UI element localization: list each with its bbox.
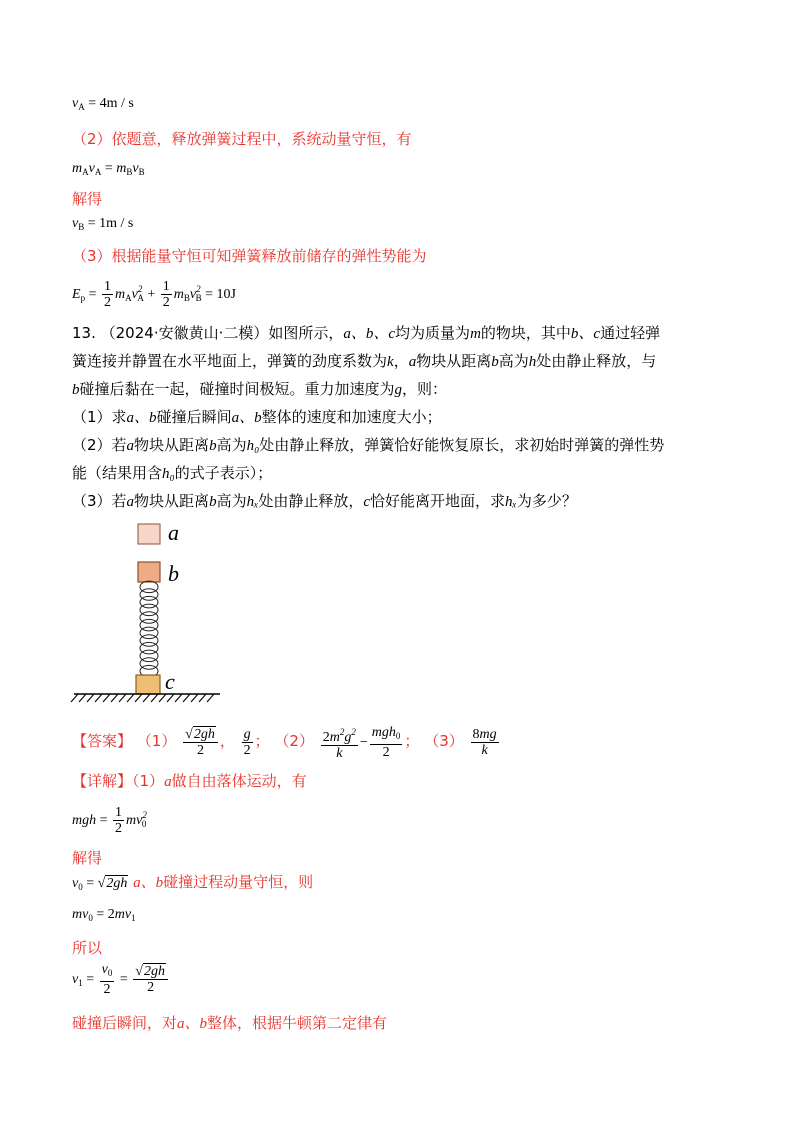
solve-label: 解得	[72, 190, 103, 208]
ground-hatch	[71, 694, 214, 702]
ground-hatch-line	[175, 694, 182, 702]
ground-hatch-line	[79, 694, 86, 702]
question-part-2-line-2: 能（结果用含h₀的式子表示）；	[72, 464, 273, 482]
question-number: 13.	[72, 324, 96, 342]
ground-hatch-line	[191, 694, 198, 702]
step-2-text: （2）依题意，释放弹簧过程中，系统动量守恒，有	[72, 130, 412, 148]
question-part-2-line-1: （2）若a物块从距离b高为h₀处由静止释放，弹簧恰好能恢复原长，求初始时弹簧的弹性势	[72, 436, 665, 454]
eq-collision: $mv_0 = 2mv_1$	[72, 907, 136, 923]
ground-hatch-line	[111, 694, 118, 702]
block-b	[138, 562, 160, 582]
answer-part-2-label: （2）	[274, 732, 314, 750]
detail-tag: 【详解】	[72, 772, 133, 790]
question-part-1: （1）求a、b碰撞后瞬间a、b整体的速度和加速度大小；	[72, 408, 442, 426]
answer-part-3-label: （3）	[424, 732, 464, 750]
ground-hatch-line	[159, 694, 166, 702]
block-c	[136, 675, 160, 694]
question-line-2: 簧连接并静置在水平地面上，弹簧的劲度系数为k，a物块从距离b高为h处由静止释放，与	[72, 352, 657, 370]
ground-hatch-line	[135, 694, 142, 702]
eq-v1: $v_1$ = $\frac{v_0}{2}$ = $\frac{√2gh}{2}$	[72, 960, 170, 1003]
ground-hatch-line	[167, 694, 174, 702]
ground-hatch-line	[143, 694, 150, 702]
question-line-3: b碰撞后黏在一起，碰撞时间极短。重力加速度为g，则：	[72, 380, 448, 398]
step-3-text: （3）根据能量守恒可知弹簧释放前储存的弹性势能为	[72, 247, 427, 265]
question-source: （2024·安徽黄山·二模）	[100, 324, 269, 342]
detail-line-v0: $v_0 = √2gh$ a、b碰撞过程动量守恒，则	[72, 873, 314, 892]
question-line-1: 13. （2024·安徽黄山·二模）如图所示，a、b、c均为质量为m的物块，其中b、c通过轻弹	[72, 324, 661, 342]
ground-hatch-line	[103, 694, 110, 702]
ground-hatch-line	[199, 694, 206, 702]
detail-solve-label: 解得	[72, 849, 103, 867]
spring-block-figure	[70, 518, 230, 708]
eq-va: $v_A = 4m / s$	[72, 96, 134, 112]
ground-hatch-line	[119, 694, 126, 702]
eq-momentum: $m_Av_A = m_Bv_B$	[72, 161, 145, 177]
answer-line: 【答案】 （1） $\frac{√2gh}{2}$ ， $\frac{g}{2}$ ； （2） $\frac{2m^2g^2}{k}$ − $\frac{mgh_0}{2}$ ； （3） $\frac{8mg}{k}$	[72, 725, 497, 761]
answer-part-1-label: （1）	[136, 732, 177, 750]
eq-vb: $v_B = 1m / s$	[72, 216, 134, 232]
label-c: c	[165, 669, 175, 694]
ground-hatch-line	[183, 694, 190, 702]
ground-hatch-line	[87, 694, 94, 702]
label-a: a	[168, 520, 179, 545]
answer-tag: 【答案】	[72, 732, 133, 750]
detail-line-1: 【详解】（1）a做自由落体运动，有	[72, 772, 307, 790]
ground-hatch-line	[95, 694, 102, 702]
ground-hatch-line	[207, 694, 214, 702]
ground-hatch-line	[151, 694, 158, 702]
detail-line-newton: 碰撞后瞬间，对a、b整体，根据牛顿第二定律有	[72, 1014, 388, 1032]
label-b: b	[168, 561, 179, 586]
spring-coil	[140, 581, 158, 677]
ground-hatch-line	[127, 694, 134, 702]
eq-energy: $E_p$ = $\frac{1}{2}$ $m_Av^2_A$ + $\frac{1}{2}$ $m_Bv^2_B = 10J$	[72, 279, 236, 311]
question-part-3: （3）若a物块从距离b高为hₓ处由静止释放，c恰好能离开地面，求hₓ为多少？	[72, 492, 577, 510]
ground-hatch-line	[71, 694, 78, 702]
detail-so-label: 所以	[72, 939, 103, 957]
eq-free-fall: mgh = $\frac{1}{2}$ $mv^2_0$	[72, 805, 147, 837]
block-a	[138, 524, 160, 544]
